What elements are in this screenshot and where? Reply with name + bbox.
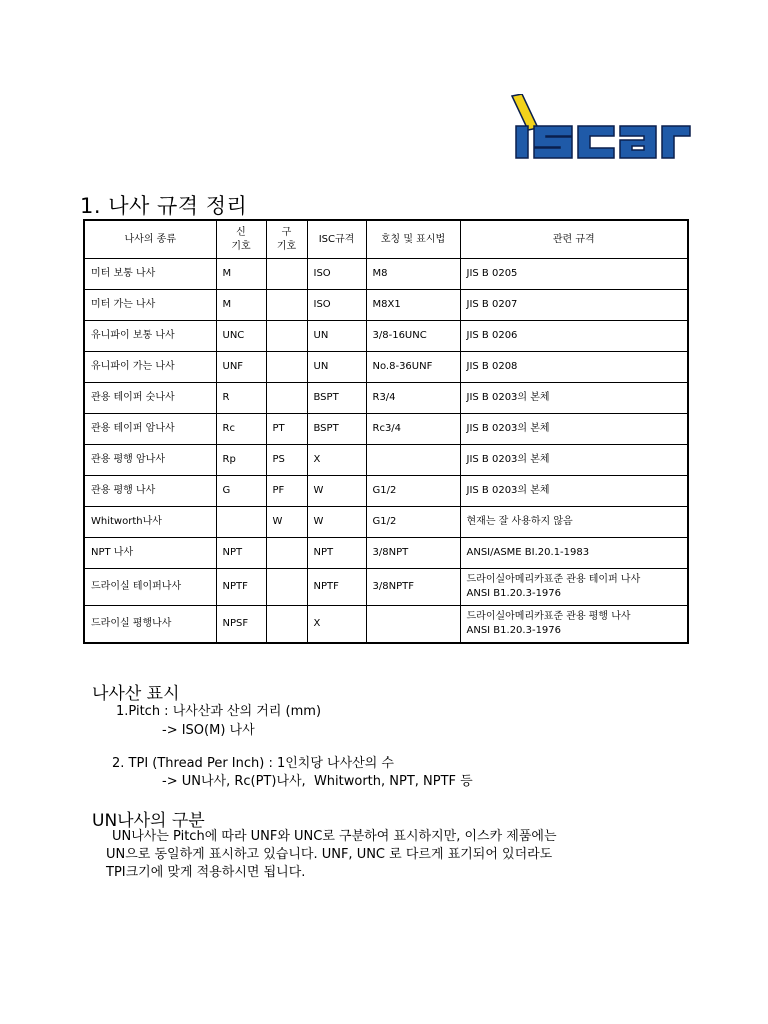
table-row <box>84 538 688 569</box>
table-cell: 드라이실아메리카표준 관용 평행 나사 ANSI B1.20.3-1976 <box>460 606 688 644</box>
table-cell: X <box>307 445 366 476</box>
table-cell: NPTF <box>307 569 366 606</box>
table-cell: BSPT <box>307 414 366 445</box>
table-cell: JIS B 0203의 본체 <box>460 383 688 414</box>
table-cell: PT <box>266 414 307 445</box>
table-cell: UN <box>307 352 366 383</box>
table-cell: G1/2 <box>366 507 460 538</box>
table-cell: X <box>307 606 366 644</box>
table-cell: M <box>216 259 266 290</box>
table-cell: 미터 보통 나사 <box>84 259 216 290</box>
table-cell: BSPT <box>307 383 366 414</box>
table-cell: 3/8NPT <box>366 538 460 569</box>
table-cell: PF <box>266 476 307 507</box>
table-cell: 드라이실 평행나사 <box>84 606 216 644</box>
table-cell: 미터 가는 나사 <box>84 290 216 321</box>
table-cell: Rc <box>216 414 266 445</box>
table-cell: JIS B 0203의 본체 <box>460 476 688 507</box>
table-header-cell: 관련 규격 <box>460 220 688 259</box>
table-cell: 유니파이 가는 나사 <box>84 352 216 383</box>
table-cell <box>266 352 307 383</box>
table-row <box>84 476 688 507</box>
table-row <box>84 383 688 414</box>
table-cell: JIS B 0203의 본체 <box>460 445 688 476</box>
table-cell: Rp <box>216 445 266 476</box>
table-cell <box>266 383 307 414</box>
table-cell: 드라이실 테이퍼나사 <box>84 569 216 606</box>
table-cell: W <box>307 507 366 538</box>
section-heading-un-thread: UN나사의 구분 <box>92 811 205 831</box>
table-cell <box>266 606 307 644</box>
table-cell <box>266 259 307 290</box>
table-cell: NPTF <box>216 569 266 606</box>
table-cell: NPSF <box>216 606 266 644</box>
table-cell: W <box>307 476 366 507</box>
table-cell: 관용 테이퍼 암나사 <box>84 414 216 445</box>
table-cell <box>366 445 460 476</box>
un-paragraph-line-1: UN나사는 Pitch에 따라 UNF와 UNC로 구분하여 표시하지만, 이스카 제품에는 <box>112 829 557 844</box>
table-cell: JIS B 0207 <box>460 290 688 321</box>
table-cell: Whitworth나사 <box>84 507 216 538</box>
table-row <box>84 259 688 290</box>
table-cell <box>266 290 307 321</box>
table-cell: M8 <box>366 259 460 290</box>
table-cell: UNC <box>216 321 266 352</box>
table-cell: M8X1 <box>366 290 460 321</box>
table-cell: 드라이실아메리카표준 관용 테이퍼 나사 ANSI B1.20.3-1976 <box>460 569 688 606</box>
table-cell: R3/4 <box>366 383 460 414</box>
table-cell: UN <box>307 321 366 352</box>
pitch-arrow-line: -> ISO(M) 나사 <box>162 723 255 738</box>
table-cell: JIS B 0205 <box>460 259 688 290</box>
table-cell: 3/8-16UNC <box>366 321 460 352</box>
table-cell: W <box>266 507 307 538</box>
table-row <box>84 290 688 321</box>
section-heading-thread-mark: 나사산 표시 <box>92 684 180 704</box>
table-cell: 3/8NPTF <box>366 569 460 606</box>
table-header-cell: 구 기호 <box>266 220 307 259</box>
table-cell: 관용 평행 암나사 <box>84 445 216 476</box>
table-cell: 유니파이 보통 나사 <box>84 321 216 352</box>
tpi-arrow-line: -> UN나사, Rc(PT)나사, Whitworth, NPT, NPTF 등 <box>162 774 473 789</box>
table-cell: ISO <box>307 290 366 321</box>
table-cell: M <box>216 290 266 321</box>
table-row <box>84 352 688 383</box>
table-cell <box>366 606 460 644</box>
table-cell: ANSI/ASME BI.20.1-1983 <box>460 538 688 569</box>
table-header-row <box>84 220 688 259</box>
table-cell: No.8-36UNF <box>366 352 460 383</box>
table-cell: NPT <box>216 538 266 569</box>
table-header-cell: 나사의 종류 <box>84 220 216 259</box>
table-cell: R <box>216 383 266 414</box>
page-title: 1. 나사 규격 정리 <box>80 194 248 218</box>
table-cell: JIS B 0208 <box>460 352 688 383</box>
table-cell <box>266 538 307 569</box>
thread-spec-table <box>83 219 689 644</box>
iscar-logo <box>508 94 692 164</box>
table-cell: JIS B 0203의 본체 <box>460 414 688 445</box>
table-cell: JIS B 0206 <box>460 321 688 352</box>
table-cell: 현재는 잘 사용하지 않음 <box>460 507 688 538</box>
table-row <box>84 569 688 606</box>
table-row <box>84 445 688 476</box>
table-cell <box>266 321 307 352</box>
un-paragraph-line-3: TPI크기에 맞게 적용하시면 됩니다. <box>106 865 306 880</box>
table-cell: 관용 평행 나사 <box>84 476 216 507</box>
table-row <box>84 414 688 445</box>
table-cell: ISO <box>307 259 366 290</box>
table-row <box>84 606 688 644</box>
table-cell: NPT 나사 <box>84 538 216 569</box>
table-header-cell: ISC규격 <box>307 220 366 259</box>
table-row <box>84 321 688 352</box>
table-cell: PS <box>266 445 307 476</box>
table-header-cell: 신 기호 <box>216 220 266 259</box>
table-cell: UNF <box>216 352 266 383</box>
un-paragraph-line-2: UN으로 동일하게 표시하고 있습니다. UNF, UNC 로 다르게 표기되어 있더라도 <box>106 847 553 862</box>
table-cell: G <box>216 476 266 507</box>
pitch-line: 1.Pitch : 나사산과 산의 거리 (mm) <box>116 704 322 719</box>
table-cell <box>266 569 307 606</box>
table-row <box>84 507 688 538</box>
table-cell: Rc3/4 <box>366 414 460 445</box>
tpi-line: 2. TPI (Thread Per Inch) : 1인치당 나사산의 수 <box>112 756 394 771</box>
table-cell <box>216 507 266 538</box>
table-header-cell: 호칭 및 표시법 <box>366 220 460 259</box>
table-cell: NPT <box>307 538 366 569</box>
table-cell: 관용 테이퍼 숫나사 <box>84 383 216 414</box>
table-cell: G1/2 <box>366 476 460 507</box>
